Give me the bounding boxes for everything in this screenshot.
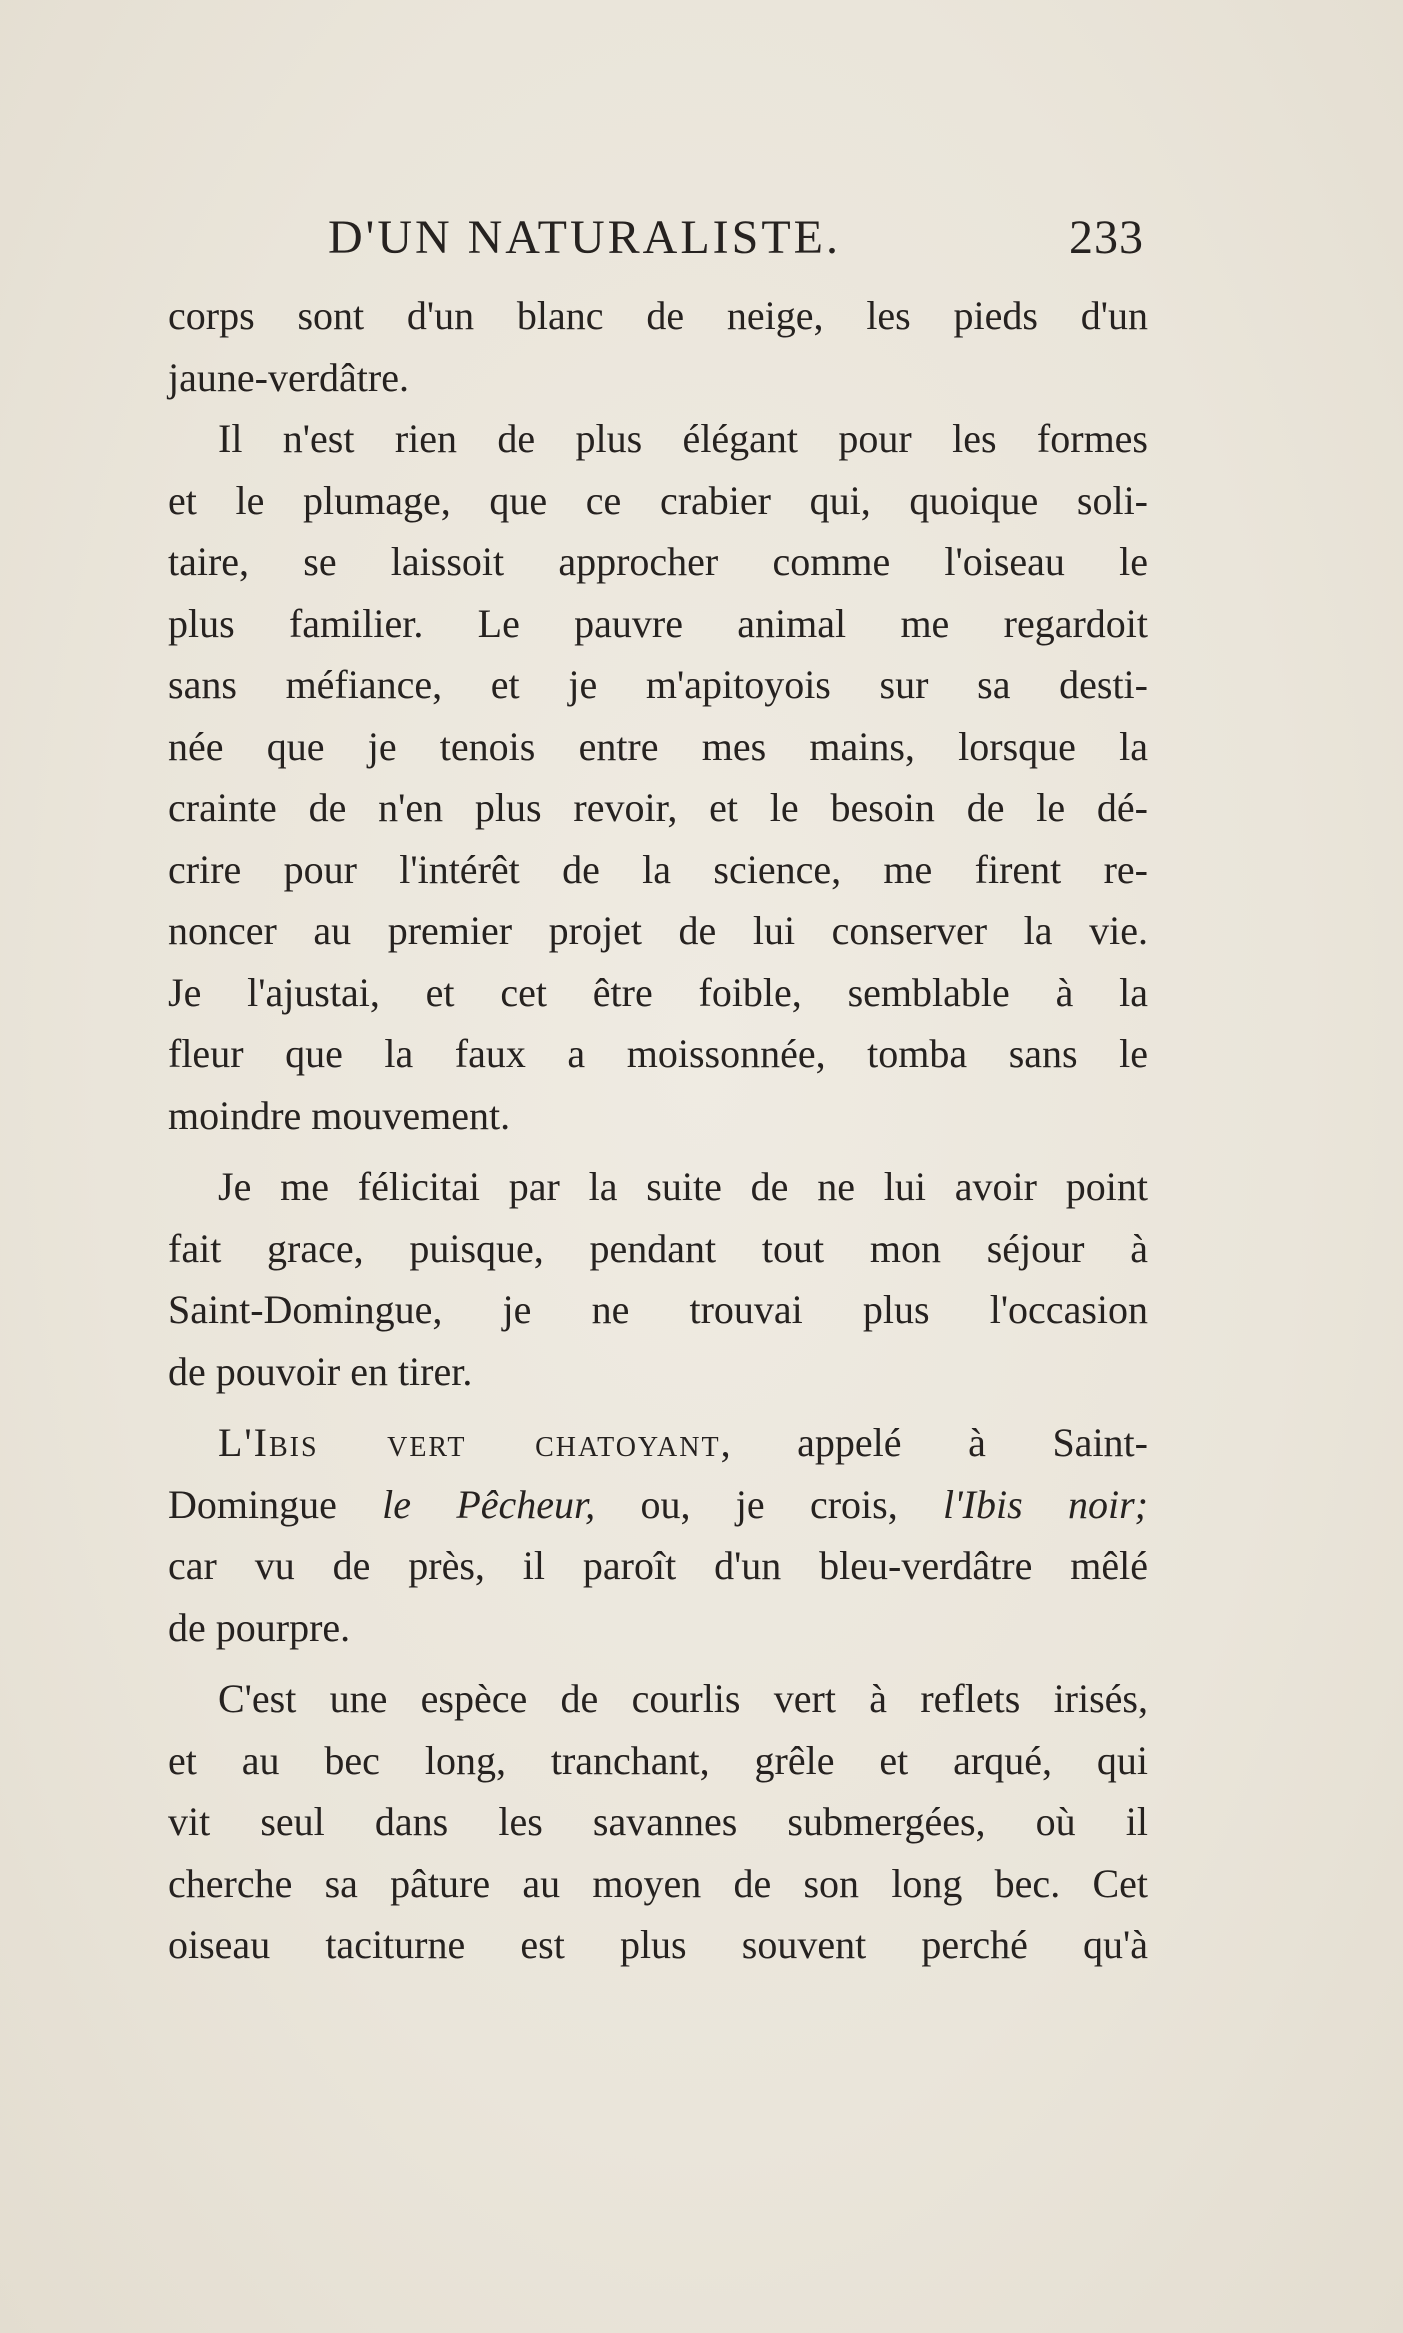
paragraph-3	[168, 1156, 1148, 1402]
page-header	[328, 208, 1144, 268]
paragraph-5	[168, 1668, 1148, 1976]
text-line: Je me félicitai par la suite de ne lui avoir point	[218, 1164, 1148, 1209]
paragraph-2	[168, 408, 1148, 1146]
text-line: corps sont d'un blanc de neige, les pieds d'un	[168, 293, 1148, 338]
text-line: née que je tenois entre mes mains, lorsque la	[168, 723, 1148, 769]
text-fragment: ou, je crois,	[595, 1481, 944, 1527]
text-line: noncer au premier projet de lui conserver la vie.	[168, 908, 1148, 953]
page-number: 233	[1069, 211, 1144, 264]
paragraph-1	[168, 285, 1148, 408]
text-line: et au bec long, tranchant, grêle et arqué, qui	[168, 1737, 1148, 1783]
text-line: moindre mouvement.	[168, 1092, 511, 1138]
text-line: taire, se laissoit approcher comme l'oiseau le	[168, 539, 1148, 584]
body-text	[168, 285, 1148, 1976]
text-line: sans méfiance, et je m'apitoyois sur sa desti-	[168, 662, 1148, 707]
text-line: Je l'ajustai, et cet être foible, semblable à la	[168, 969, 1148, 1015]
text-line: Il n'est rien de plus élégant pour les formes	[218, 416, 1148, 461]
common-name-italic: le Pêcheur,	[382, 1481, 596, 1527]
text-line	[168, 1474, 1148, 1536]
text-line: crainte de n'en plus revoir, et le besoin de le dé-	[168, 785, 1148, 830]
paragraph-4	[168, 1412, 1148, 1658]
running-title: D'UN NATURALISTE.	[328, 211, 841, 264]
paragraph-gap	[168, 1402, 1148, 1412]
text-line	[168, 1412, 1148, 1474]
text-line: crire pour l'intérêt de la science, me firent re-	[168, 846, 1148, 892]
species-name: L'Ibis vert chatoyant	[218, 1420, 721, 1465]
text-line: car vu de près, il paroît d'un bleu-verdâtre mêlé	[168, 1543, 1148, 1588]
text-fragment: Domingue	[168, 1481, 383, 1527]
text-line: fait grace, puisque, pendant tout mon séjour à	[168, 1225, 1148, 1271]
text-line: fleur que la faux a moissonnée, tomba sans le	[168, 1031, 1148, 1076]
text-line: cherche sa pâture au moyen de son long bec. Cet	[168, 1860, 1148, 1906]
text-line: de pourpre.	[168, 1604, 351, 1650]
paragraph-gap	[168, 1658, 1148, 1668]
text-line: Saint-Domingue, je ne trouvai plus l'occasion	[168, 1287, 1148, 1332]
text-line: de pouvoir en tirer.	[168, 1348, 473, 1394]
text-line: et le plumage, que ce crabier qui, quoique soli-	[168, 477, 1148, 523]
common-name-italic: l'Ibis noir;	[943, 1481, 1148, 1527]
paragraph-gap	[168, 1146, 1148, 1156]
text-line: C'est une espèce de courlis vert à reflets irisés,	[218, 1676, 1148, 1721]
text-line: plus familier. Le pauvre animal me regardoit	[168, 600, 1148, 646]
text-fragment: , appelé à Saint-	[720, 1420, 1148, 1465]
text-line: vit seul dans les savannes submergées, où il	[168, 1799, 1148, 1844]
text-line: jaune-verdâtre.	[168, 354, 409, 400]
text-line: oiseau taciturne est plus souvent perché qu'à	[168, 1922, 1148, 1967]
